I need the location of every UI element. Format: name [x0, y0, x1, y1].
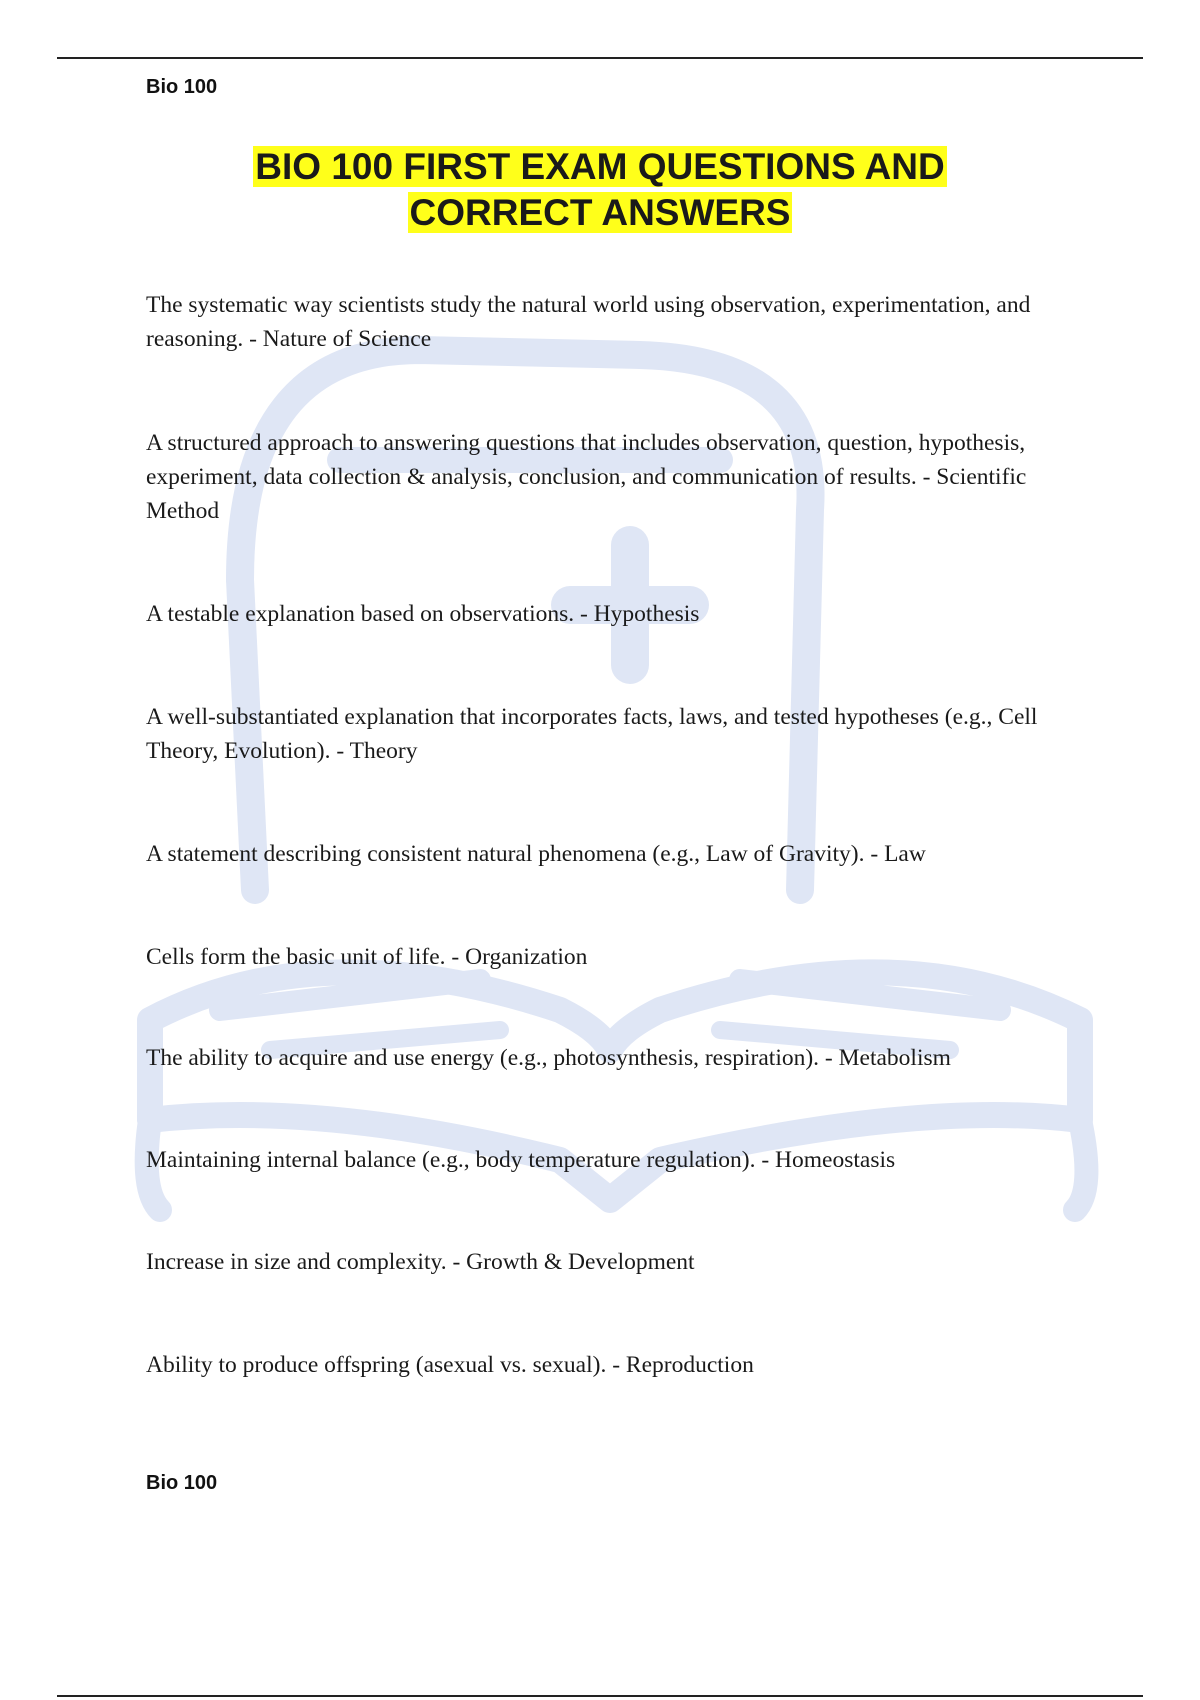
title-line-2: CORRECT ANSWERS — [409, 192, 791, 233]
title-line-1: BIO 100 FIRST EXAM QUESTIONS AND — [255, 146, 945, 187]
qa-item: The systematic way scientists study the natural world using observation, experimentation, and reasoning. - Nature of Science — [146, 292, 1031, 352]
qa-item: A well-substantiated explanation that incorporates facts, laws, and tested hypotheses (e.g., Cell Theory, Evolution). - Theory — [146, 704, 1038, 764]
header-label: Bio 100 — [146, 76, 218, 98]
qa-item: Increase in size and complexity. - Growth & Development — [146, 1249, 695, 1275]
qa-item: A statement describing consistent natural phenomena (e.g., Law of Gravity). - Law — [146, 841, 926, 867]
bottom-rule — [57, 1695, 1143, 1697]
qa-item: Ability to produce offspring (asexual vs. sexual). - Reproduction — [146, 1352, 754, 1378]
qa-item: Cells form the basic unit of life. - Organization — [146, 944, 588, 970]
footer-label: Bio 100 — [146, 1472, 218, 1494]
qa-item: A structured approach to answering questions that includes observation, question, hypothesis, experiment, data collection & analysis, conclusion, and communication of results. - Scientific Method — [146, 430, 1027, 524]
page-title — [120, 144, 1080, 236]
qa-item: A testable explanation based on observations. - Hypothesis — [146, 601, 700, 627]
top-rule — [57, 57, 1143, 59]
qa-item: Maintaining internal balance (e.g., body temperature regulation). - Homeostasis — [146, 1147, 896, 1173]
qa-item: The ability to acquire and use energy (e.g., photosynthesis, respiration). - Metabolism — [146, 1045, 951, 1071]
